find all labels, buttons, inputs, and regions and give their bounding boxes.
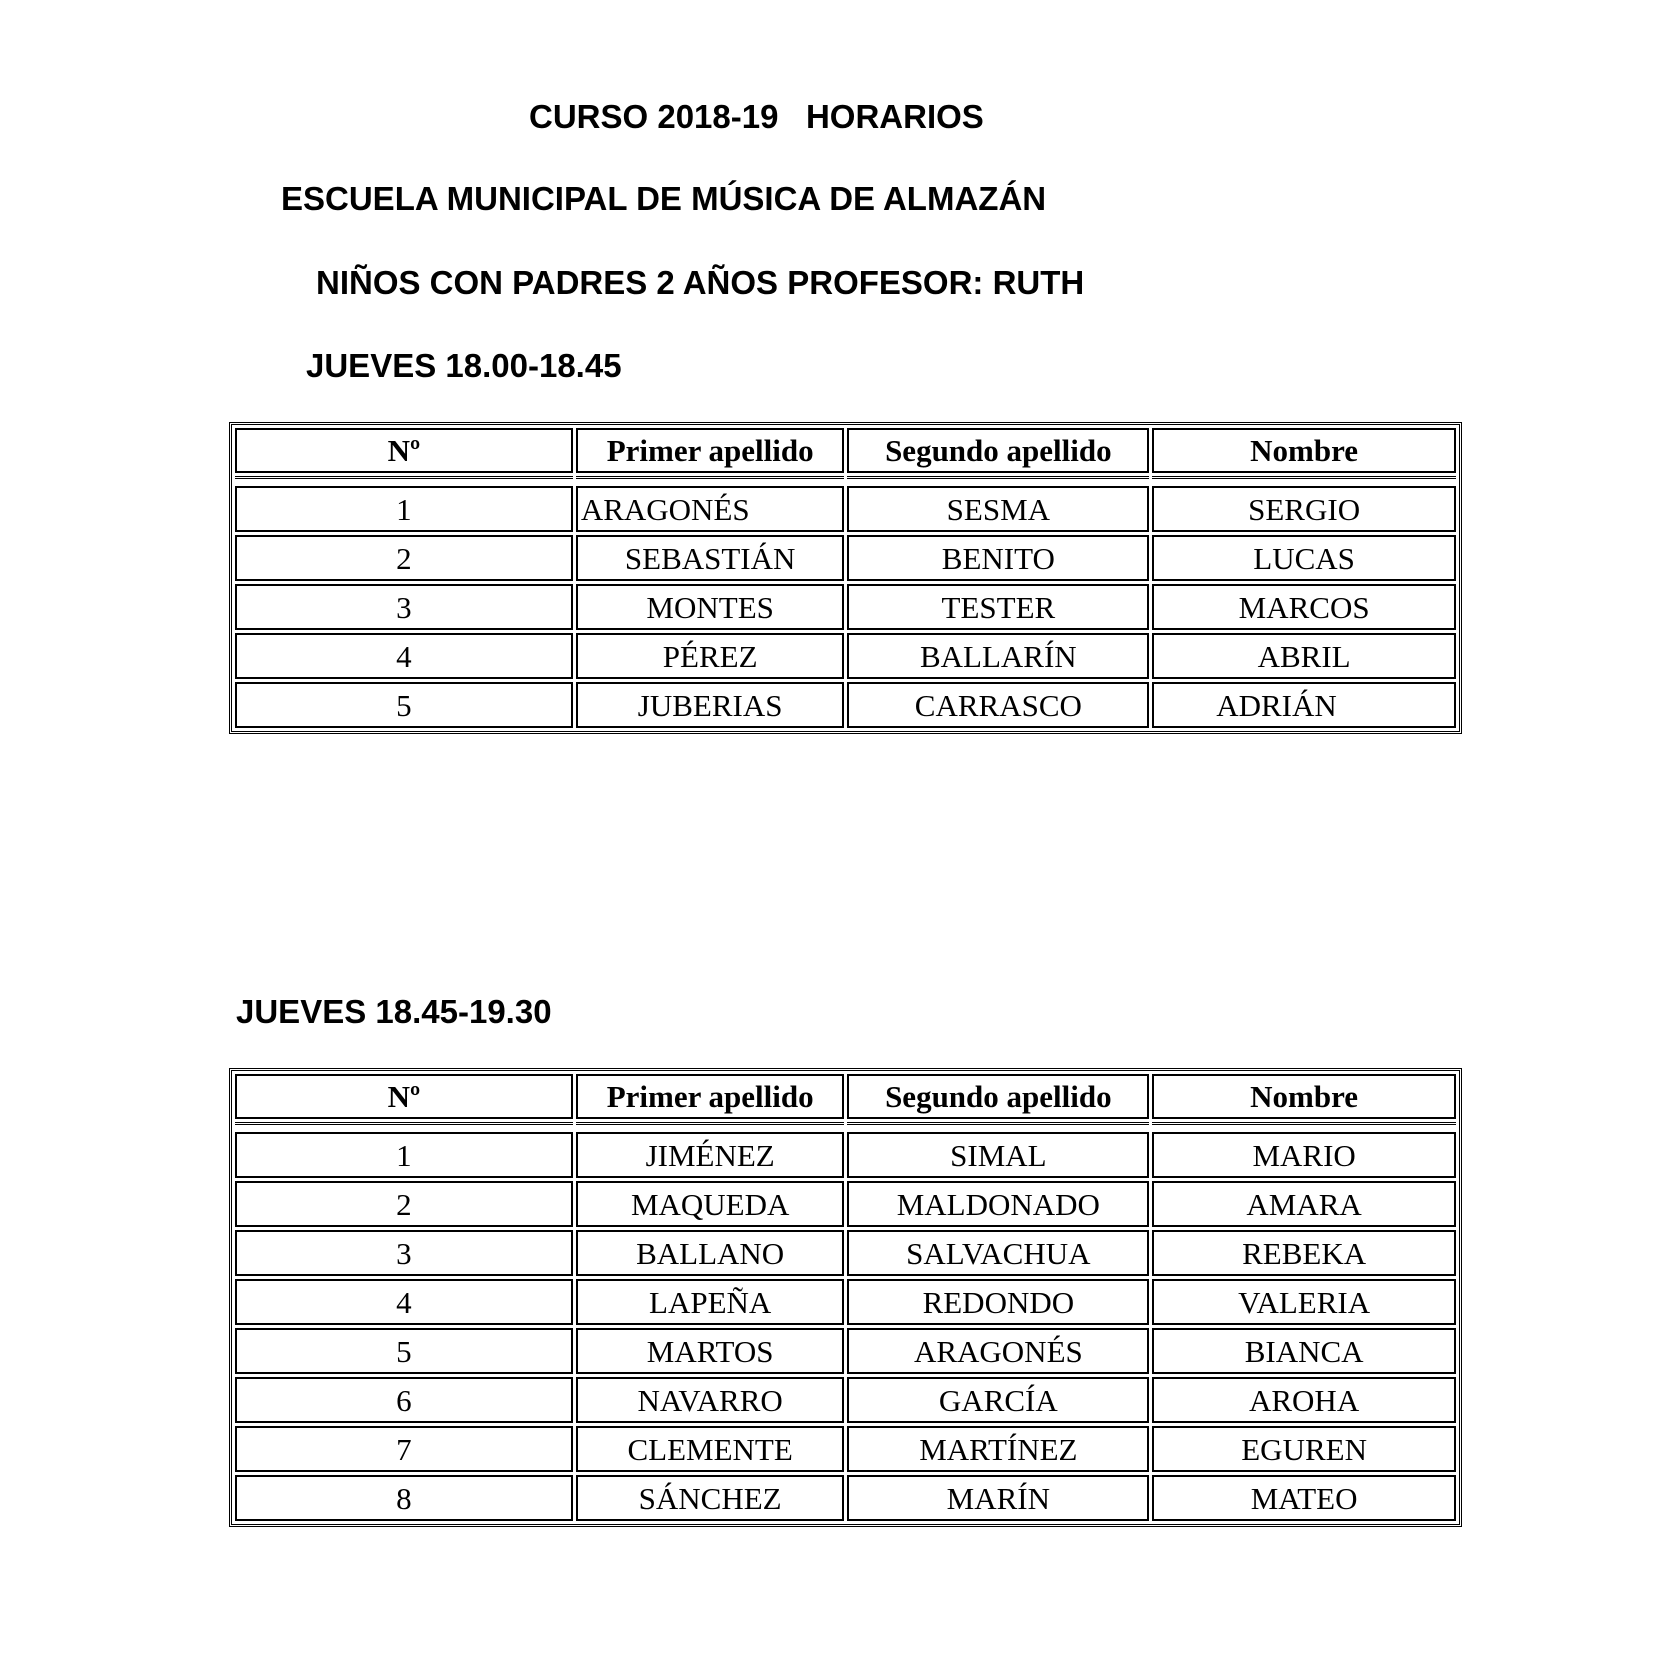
cell-first-surname: SÁNCHEZ bbox=[576, 1475, 845, 1521]
table-header-row bbox=[235, 428, 1456, 473]
cell-first-surname: BALLANO bbox=[576, 1230, 845, 1276]
table-row bbox=[235, 1279, 1456, 1325]
cell-first-surname: CLEMENTE bbox=[576, 1426, 845, 1472]
cell-second-surname: SESMA bbox=[847, 486, 1149, 532]
column-header-name: Nombre bbox=[1152, 1074, 1456, 1119]
cell-second-surname: REDONDO bbox=[847, 1279, 1149, 1325]
column-header-number: Nº bbox=[235, 428, 573, 473]
cell-first-surname: NAVARRO bbox=[576, 1377, 845, 1423]
cell-second-surname: MALDONADO bbox=[847, 1181, 1149, 1227]
cell-number: 5 bbox=[235, 682, 573, 728]
header-separator bbox=[235, 476, 1456, 483]
table-row bbox=[235, 682, 1456, 728]
cell-name: EGUREN bbox=[1152, 1426, 1456, 1472]
cell-name: REBEKA bbox=[1152, 1230, 1456, 1276]
cell-name: AROHA bbox=[1152, 1377, 1456, 1423]
column-header-first-surname: Primer apellido bbox=[576, 1074, 845, 1119]
table-row bbox=[235, 1328, 1456, 1374]
table-row bbox=[235, 1230, 1456, 1276]
cell-second-surname: CARRASCO bbox=[847, 682, 1149, 728]
cell-name: BIANCA bbox=[1152, 1328, 1456, 1374]
cell-second-surname: GARCÍA bbox=[847, 1377, 1149, 1423]
table-header-row bbox=[235, 1074, 1456, 1119]
cell-name: AMARA bbox=[1152, 1181, 1456, 1227]
schedule-slot-heading: JUEVES 18.00-18.45 bbox=[306, 347, 622, 384]
cell-first-surname: MONTES bbox=[576, 584, 845, 630]
cell-second-surname: MARÍN bbox=[847, 1475, 1149, 1521]
column-header-number: Nº bbox=[235, 1074, 573, 1119]
table-row bbox=[235, 535, 1456, 581]
column-header-first-surname: Primer apellido bbox=[576, 428, 845, 473]
table-row bbox=[235, 1475, 1456, 1521]
cell-first-surname: SEBASTIÁN bbox=[576, 535, 845, 581]
table-row bbox=[235, 1132, 1456, 1178]
cell-number: 8 bbox=[235, 1475, 573, 1521]
cell-number: 4 bbox=[235, 1279, 573, 1325]
column-header-name: Nombre bbox=[1152, 428, 1456, 473]
cell-first-surname: MARTOS bbox=[576, 1328, 845, 1374]
student-roster-table bbox=[229, 1068, 1462, 1527]
cell-name: MARCOS bbox=[1152, 584, 1456, 630]
column-header-second-surname: Segundo apellido bbox=[847, 1074, 1149, 1119]
cell-first-surname: MAQUEDA bbox=[576, 1181, 845, 1227]
cell-name: MARIO bbox=[1152, 1132, 1456, 1178]
cell-second-surname: TESTER bbox=[847, 584, 1149, 630]
cell-name: LUCAS bbox=[1152, 535, 1456, 581]
cell-second-surname: SIMAL bbox=[847, 1132, 1149, 1178]
cell-first-surname: JUBERIAS bbox=[576, 682, 845, 728]
cell-name: SERGIO bbox=[1152, 486, 1456, 532]
table-row bbox=[235, 584, 1456, 630]
cell-number: 3 bbox=[235, 1230, 573, 1276]
cell-number: 4 bbox=[235, 633, 573, 679]
table-row bbox=[235, 1377, 1456, 1423]
table-row bbox=[235, 486, 1456, 532]
cell-second-surname: SALVACHUA bbox=[847, 1230, 1149, 1276]
cell-first-surname: JIMÉNEZ bbox=[576, 1132, 845, 1178]
cell-first-surname: PÉREZ bbox=[576, 633, 845, 679]
cell-second-surname: BENITO bbox=[847, 535, 1149, 581]
cell-number: 1 bbox=[235, 1132, 573, 1178]
cell-second-surname: BALLARÍN bbox=[847, 633, 1149, 679]
group-and-teacher: NIÑOS CON PADRES 2 AÑOS PROFESOR: RUTH bbox=[316, 264, 1085, 301]
cell-number: 1 bbox=[235, 486, 573, 532]
document-title: CURSO 2018-19 HORARIOS bbox=[529, 98, 984, 135]
cell-number: 6 bbox=[235, 1377, 573, 1423]
table-row bbox=[235, 1426, 1456, 1472]
cell-name: VALERIA bbox=[1152, 1279, 1456, 1325]
cell-second-surname: MARTÍNEZ bbox=[847, 1426, 1149, 1472]
cell-first-surname: LAPEÑA bbox=[576, 1279, 845, 1325]
table-row bbox=[235, 1181, 1456, 1227]
cell-name: ABRIL bbox=[1152, 633, 1456, 679]
cell-number: 3 bbox=[235, 584, 573, 630]
cell-first-surname: ARAGONÉS bbox=[576, 486, 845, 532]
column-header-second-surname: Segundo apellido bbox=[847, 428, 1149, 473]
cell-name: MATEO bbox=[1152, 1475, 1456, 1521]
cell-name: ADRIÁN bbox=[1152, 682, 1456, 728]
cell-number: 2 bbox=[235, 535, 573, 581]
schedule-slot-heading: JUEVES 18.45-19.30 bbox=[236, 993, 552, 1030]
header-separator bbox=[235, 1122, 1456, 1129]
cell-number: 7 bbox=[235, 1426, 573, 1472]
table-row bbox=[235, 633, 1456, 679]
cell-number: 2 bbox=[235, 1181, 573, 1227]
student-roster-table bbox=[229, 422, 1462, 734]
cell-second-surname: ARAGONÉS bbox=[847, 1328, 1149, 1374]
cell-number: 5 bbox=[235, 1328, 573, 1374]
school-name: ESCUELA MUNICIPAL DE MÚSICA DE ALMAZÁN bbox=[281, 180, 1047, 217]
